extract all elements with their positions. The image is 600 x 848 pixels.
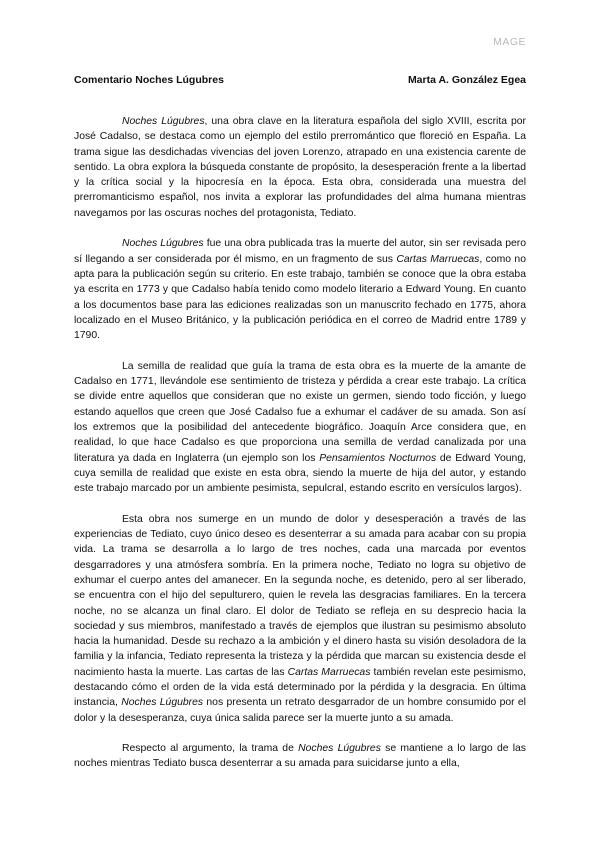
work-title: Cartas Marruecas [396,253,480,265]
work-title: Cartas Marruecas [287,666,371,678]
paragraph-1: Noches Lúgubres, una obra clave en la literatura española del siglo XVIII, escrita por José Cadalso, se destaca como un ejemplo del estilo prerromántico que floreció en España. La trama sigue las desdichadas vivencias del joven Lorenzo, atrapado en una existencia carente de sentido. La obra explora la búsqueda constante de propósito, la desesperación frente a la libertad y la crítica social y la hipocresía en la época. Esta obra, considerada una muestra del prerromanticismo español, nos invita a explorar las profundidades del alma humana mientras navegamos por las oscuras noches del protagonista, Tediato. [74,116,526,219]
work-title: Pensamientos Nocturnos [319,452,437,464]
document-header [74,74,526,86]
document-title: Comentario Noches Lúgubres [74,74,224,86]
paragraph-5: Respecto al argumento, la trama de Noches Lúgubres se mantiene a lo largo de las noches mientras Tediato busca desenterrar a su amada para suicidarse junto a ella, [74,743,527,770]
watermark: MAGE [493,36,526,48]
work-title: Noches Lúgubres [122,238,204,250]
paragraph-2: Noches Lúgubres fue una obra publicada tras la muerte del autor, sin ser revisada pero sí llegando a ser considerada por él mismo, en un fragmento de sus Cartas Marruecas, como no apta para la publicación según su criterio. En este trabajo, también se conoce que la obra estaba ya escrita en 1773 y que Cadalso había tenido como modelo literario a Edward Young. En cuanto a los documentos base para las ediciones realizadas son un manuscrito fechado en 1775, ahora localizado en el Museo Británico, y la publicación periódica en el correo de Madrid entre 1789 y 1790. [74,238,526,342]
paragraph-3: La semilla de realidad que guía la trama de esta obra es la muerte de la amante de Cadalso en 1771, llevándole ese sentimiento de tristeza y pérdida a crear este trabajo. La crítica se divide entre aquellos que consideran que no existe un germen, siendo todo ficción, y luego estando aquellos que creen que José Cadalso fue a exhumar el cadáver de su amada. Son así los extremos que la posibilidad del antecedente biográfico. Joaquín Arce considera que, en realidad, lo que hace Cadalso es que proporciona una semilla de verdad canalizada por una literatura ya dada en Inglaterra (un ejemplo son los Pensamientos Nocturnos de Edward Young, cuya semilla de realidad que existe en esta obra, siendo la muerte de hija del autor, y estando este trabajo marcado por un ambiente pesimista, sepulcral, estando escrito en versículos largos). [74,360,526,495]
paragraph-4: Esta obra nos sumerge en un mundo de dolor y desesperación a través de las experiencias de Tediato, cuyo único deseo es desenterrar a su amada para acabar con su propia vida. La trama se desarrolla a lo largo de tres noches, cada una marcada por eventos desgarradores y una atmósfera sombría. En la primera noche, Tediato no logra su objetivo de exhumar el cuerpo antes del amanecer. En la segunda noche, es detenido, pero al ser liberado, se encuentra con el hijo del sepulturero, quien le revela las desgracias familiares. En la tercera noche, no se alcanza un final claro. El dolor de Tediato se refleja en su desprecio hacia la sociedad y sus miembros, manifestado a través de ejemplos que ilustran su pesimismo absoluto hacia la humanidad. Desde su rechazo a la ambición y el dinero hasta su visión desoladora de la familia y la infancia, Tediato representa la tristeza y la pérdida que marcan su existencia desde el nacimiento hasta la muerte. Las cartas de las Cartas Marruecas también revelan este pesimismo, destacando cómo el orden de la vida está determinado por la pérdida y la desgracia. En última instancia, Noches Lúgubres nos presenta un retrato desgarrador de un hombre consumido por el dolor y la desesperanza, cuya única salida parece ser la muerte junto a su amada. [74,513,526,724]
document-body [74,114,526,772]
document-author: Marta A. González Egea [407,74,526,86]
work-title: Noches Lúgubres [298,743,381,755]
work-title: Noches Lúgubres [122,116,205,127]
work-title: Noches Lúgubres [121,697,204,709]
